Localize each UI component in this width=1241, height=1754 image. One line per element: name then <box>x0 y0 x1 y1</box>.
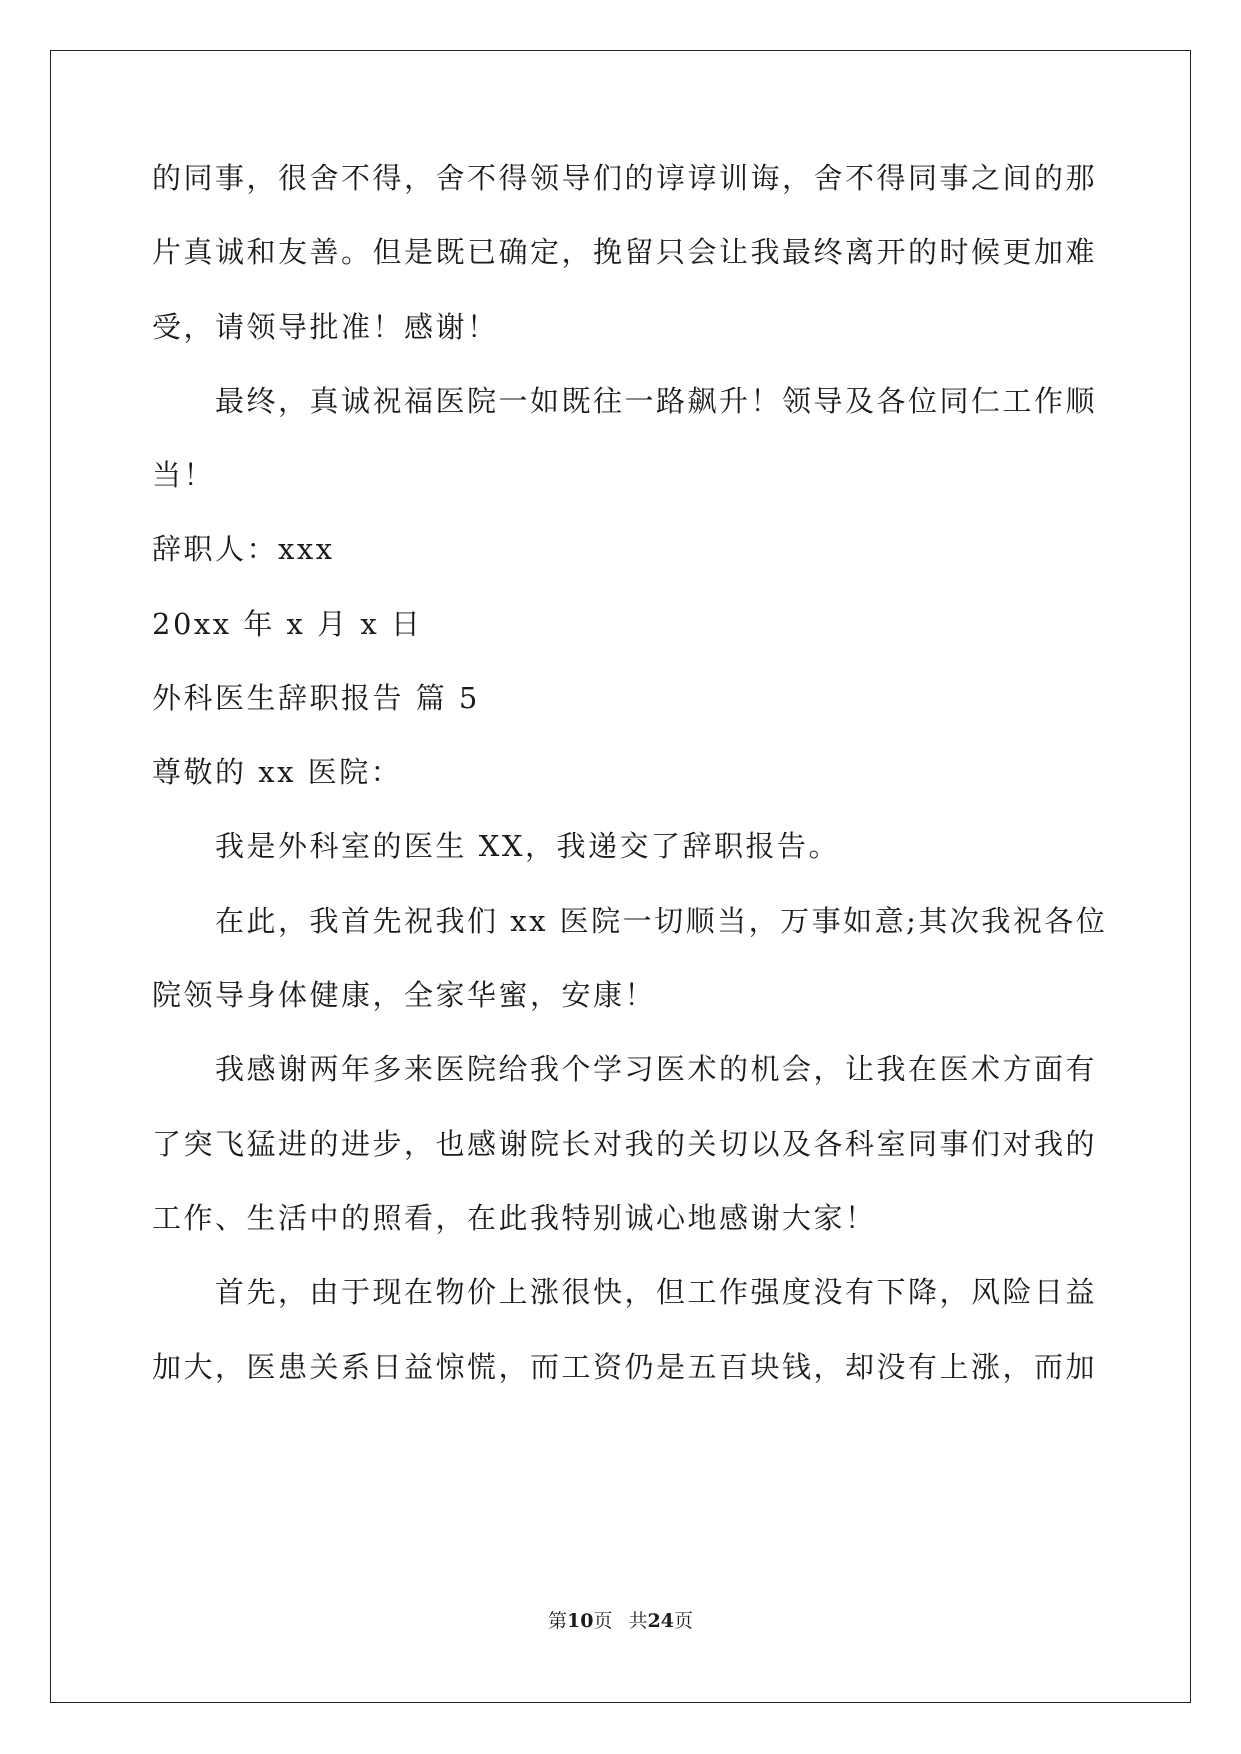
total-prefix: 共 <box>628 1610 648 1632</box>
paragraph-start: 最终，真诚祝福医院一如既往一路飙升！领导及各位同仁工作顺 <box>215 384 1098 418</box>
page-footer <box>0 1606 1241 1633</box>
signature-name: 辞职人：xxx <box>152 532 335 566</box>
total-suffix: 页 <box>673 1610 693 1632</box>
text-line: 受，请领导批准！感谢！ <box>152 310 499 344</box>
text-line: 了突飞猛进的进步，也感谢院长对我的关切以及各科室同事们对我的 <box>152 1127 1098 1161</box>
paragraph-start: 我是外科室的医生 XX，我递交了辞职报告。 <box>215 829 841 863</box>
text-line: 的同事，很舍不得，舍不得领导们的谆谆训诲，舍不得同事之间的那 <box>152 161 1098 195</box>
total-page-number: 24 <box>647 1610 674 1632</box>
paragraph-start: 首先，由于现在物价上涨很快，但工作强度没有下降，风险日益 <box>215 1275 1098 1309</box>
page-prefix: 第 <box>548 1610 568 1632</box>
paragraph-start: 我感谢两年多来医院给我个学习医术的机会，让我在医术方面有 <box>215 1052 1098 1086</box>
signature-date: 20xx 年 x 月 x 日 <box>152 607 423 641</box>
text-line: 当！ <box>152 458 216 492</box>
text-line: 片真诚和友善。但是既已确定，挽留只会让我最终离开的时候更加难 <box>152 235 1098 269</box>
paragraph-start: 在此，我首先祝我们 xx 医院一切顺当，万事如意;其次我祝各位 <box>215 904 1108 938</box>
text-line: 工作、生活中的照看，在此我特别诚心地感谢大家！ <box>152 1201 877 1235</box>
text-line: 院领导身体健康，全家华蜜，安康！ <box>152 978 657 1012</box>
section-title: 外科医生辞职报告 篇 5 <box>152 681 480 715</box>
current-page-number: 10 <box>567 1610 594 1632</box>
salutation: 尊敬的 xx 医院： <box>152 755 403 789</box>
text-line: 加大，医患关系日益惊慌，而工资仍是五百块钱，却没有上涨，而加 <box>152 1350 1098 1384</box>
page-border <box>50 50 1191 1703</box>
page-suffix: 页 <box>593 1610 613 1632</box>
